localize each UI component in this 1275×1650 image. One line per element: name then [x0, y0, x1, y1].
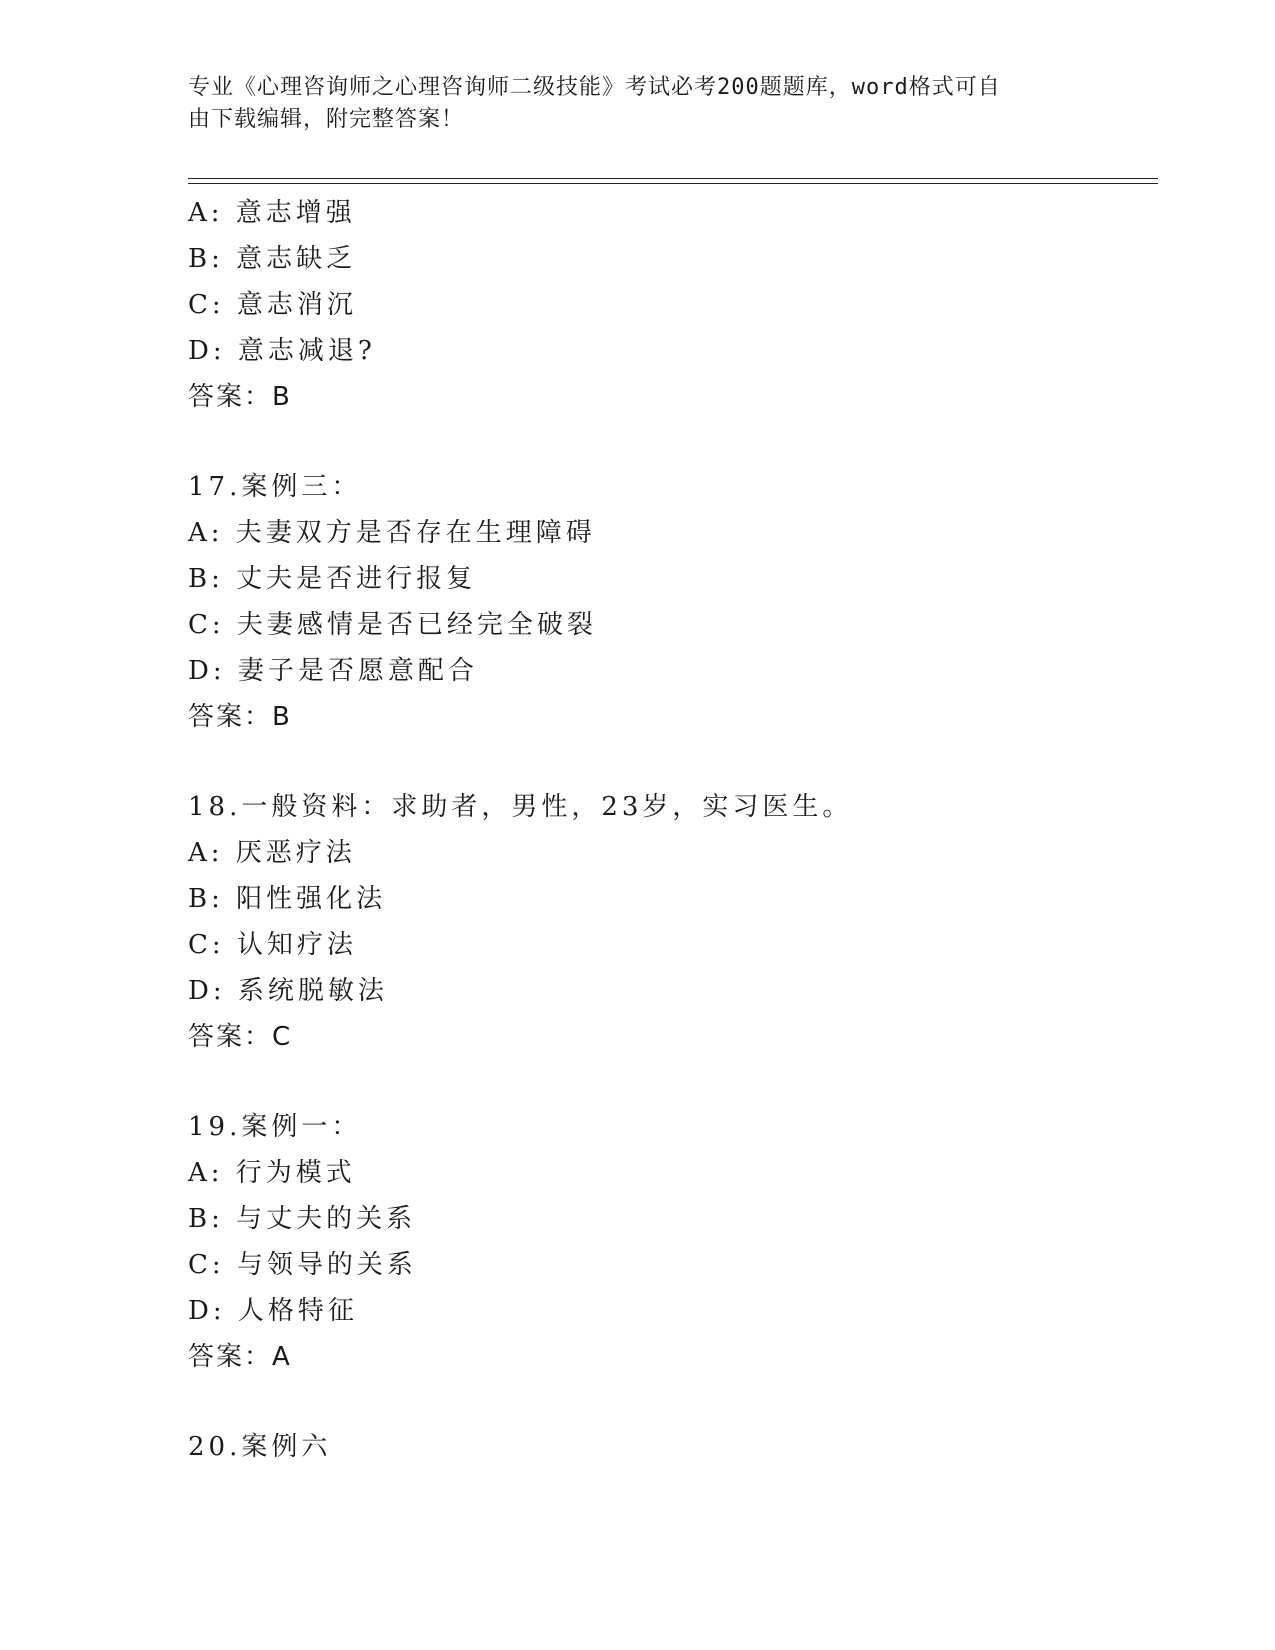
answer-line: 答案：B — [188, 382, 292, 412]
option-b: B: 与丈夫的关系 — [188, 1204, 417, 1234]
option-d: D: 人格特征 — [188, 1296, 358, 1326]
question-block — [188, 1104, 1148, 1380]
option-a: A: 行为模式 — [188, 1158, 356, 1188]
question-block — [188, 1424, 1148, 1470]
option-d: D: 意志减退? — [188, 336, 376, 366]
question-title: 20.案例六 — [188, 1432, 332, 1462]
question-title: 19.案例一： — [188, 1112, 362, 1142]
question-list — [188, 190, 1148, 1470]
option-c: C: 认知疗法 — [188, 930, 357, 960]
option-b: B: 意志缺乏 — [188, 244, 357, 274]
option-a: A: 夫妻双方是否存在生理障碍 — [188, 518, 596, 548]
document-header — [188, 72, 1068, 136]
question-block — [188, 464, 1148, 740]
question-title: 17.案例三： — [188, 472, 362, 502]
option-b: B: 丈夫是否进行报复 — [188, 564, 477, 594]
option-d: D: 系统脱敏法 — [188, 976, 388, 1006]
option-c: C: 意志消沉 — [188, 290, 357, 320]
answer-line: 答案：A — [188, 1342, 292, 1372]
question-title: 18.一般资料：求助者，男性，23岁，实习医生。 — [188, 792, 853, 822]
header-line-2: 由下载编辑，附完整答案！ — [188, 107, 465, 132]
option-c: C: 夫妻感情是否已经完全破裂 — [188, 610, 597, 640]
question-block — [188, 190, 1148, 420]
header-line-1: 专业《心理咨询师之心理咨询师二级技能》考试必考200题题库，word格式可自 — [188, 75, 1001, 100]
header-divider-bottom — [188, 183, 1158, 184]
option-a: A: 意志增强 — [188, 198, 356, 228]
header-divider-top — [188, 178, 1158, 179]
option-c: C: 与领导的关系 — [188, 1250, 417, 1280]
answer-line: 答案：C — [188, 1022, 293, 1052]
option-d: D: 妻子是否愿意配合 — [188, 656, 478, 686]
answer-line: 答案：B — [188, 702, 292, 732]
question-block — [188, 784, 1148, 1060]
option-b: B: 阳性强化法 — [188, 884, 387, 914]
option-a: A: 厌恶疗法 — [188, 838, 356, 868]
